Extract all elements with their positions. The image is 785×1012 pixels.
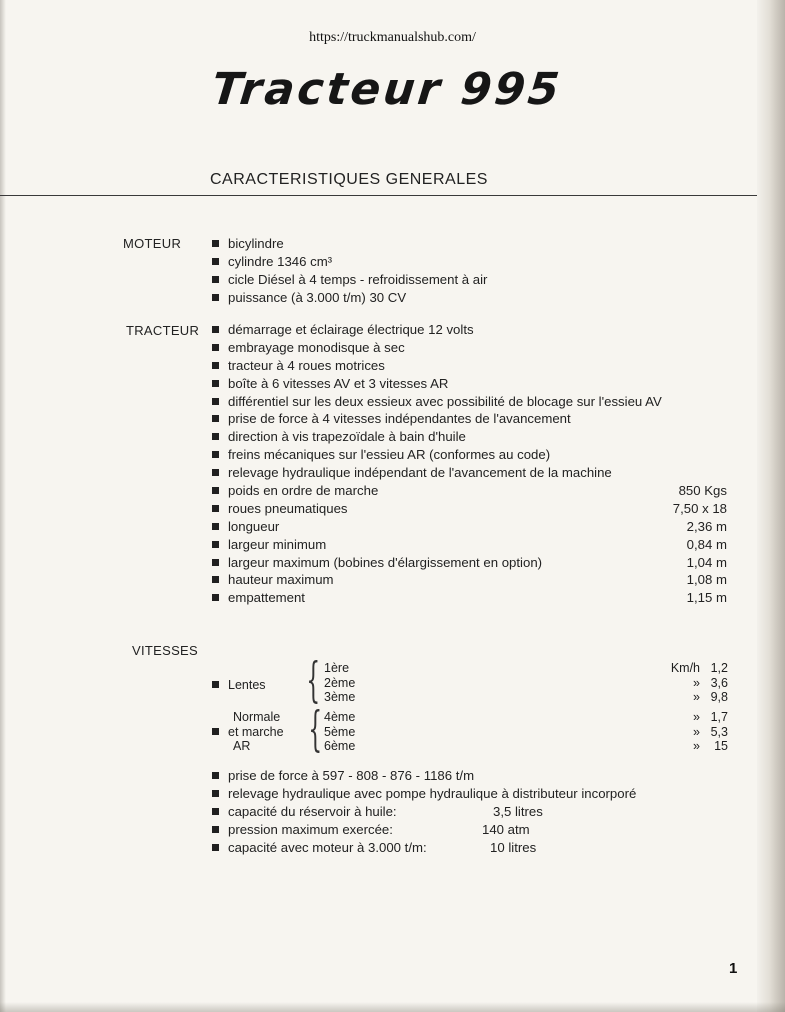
list-item <box>212 289 487 307</box>
item-text: roues pneumatiques <box>228 500 348 516</box>
bullet-icon <box>212 808 219 815</box>
item-text: cylindre 1346 cm³ <box>228 253 333 269</box>
speed-value: 1,2 <box>710 661 728 675</box>
bullet-icon <box>212 469 219 476</box>
bullet-icon <box>212 240 219 247</box>
page-bottom-shadow <box>0 1002 785 1012</box>
source-url: https://truckmanualshub.com/ <box>309 30 476 45</box>
speed-row <box>324 690 728 705</box>
item-text: hauteur maximum <box>228 572 334 588</box>
page-left-shadow <box>0 0 6 1012</box>
speed-unit: » <box>693 710 700 724</box>
speed-unit: » <box>693 690 700 704</box>
item-text: capacité du réservoir à huile: <box>228 803 397 819</box>
item-text: direction à vis trapezoïdale à bain d'huile <box>228 429 466 445</box>
bullet-icon <box>212 451 219 458</box>
list-item <box>212 785 636 803</box>
list-item <box>212 271 487 289</box>
item-value: 1,04 m <box>686 554 727 570</box>
item-value: 7,50 x 18 <box>672 500 727 516</box>
list-item <box>212 767 636 785</box>
bullet-icon <box>212 362 219 369</box>
gear-label: 2ème <box>324 675 356 690</box>
list-item <box>212 446 662 464</box>
bullet-icon <box>212 294 219 301</box>
vitesses-list <box>212 767 636 856</box>
item-text: empattement <box>228 590 305 606</box>
bullet-icon <box>212 398 219 405</box>
item-text: prise de force à 597 - 808 - 876 - 1186 t/m <box>228 768 475 783</box>
moteur-label: MOTEUR <box>123 236 182 251</box>
gear-label: 1ère <box>324 661 350 675</box>
speed-group-normale-line1: Normale <box>233 710 281 724</box>
page-title: Tracteur 995 <box>209 64 565 115</box>
bullet-icon <box>212 415 219 422</box>
gear-label: 5ème <box>324 724 356 739</box>
bullet-icon <box>212 772 219 779</box>
bullet-icon <box>212 344 219 351</box>
item-value: 10 litres <box>490 839 537 855</box>
item-value: 1,08 m <box>686 572 727 588</box>
item-text: différentiel sur les deux essieux avec possibilité de blocage sur l'essieu AV <box>228 393 662 409</box>
speed-row <box>324 739 728 754</box>
vitesses-label: VITESSES <box>132 643 198 658</box>
item-value: 0,84 m <box>686 536 727 552</box>
item-text: prise de force à 4 vitesses indépendantes de l'avancement <box>228 411 571 427</box>
item-text: démarrage et éclairage électrique 12 volts <box>228 322 474 337</box>
item-text: relevage hydraulique avec pompe hydraulique à distributeur incorporé <box>228 785 637 801</box>
list-item <box>212 839 636 857</box>
brace-icon: { <box>308 701 323 757</box>
speed-row <box>324 725 728 740</box>
item-text: boîte à 6 vitesses AV et 3 vitesses AR <box>228 375 449 391</box>
tracteur-label: TRACTEUR <box>126 323 200 338</box>
item-text: poids en ordre de marche <box>228 483 379 499</box>
item-text: largeur minimum <box>228 536 327 552</box>
speed-row <box>324 710 728 725</box>
item-value: 1,15 m <box>686 590 727 606</box>
item-value: 3,5 litres <box>493 803 543 819</box>
page-number: 1 <box>729 960 738 977</box>
bullet-icon <box>212 258 219 265</box>
item-text: tracteur à 4 roues motrices <box>228 357 385 373</box>
list-item <box>212 536 727 554</box>
item-text: largeur maximum (bobines d'élargissement en option) <box>228 554 543 570</box>
bullet-icon <box>212 326 219 333</box>
speed-value: 9,8 <box>710 690 728 704</box>
item-text: freins mécaniques sur l'essieu AR (conformes au code) <box>228 447 551 463</box>
item-text: puissance (à 3.000 t/m) 30 CV <box>228 289 407 305</box>
list-item <box>212 482 727 500</box>
speed-unit: Km/h <box>670 661 700 675</box>
speed-unit: » <box>693 675 700 690</box>
list-item <box>212 571 727 589</box>
list-item <box>212 518 727 536</box>
list-item <box>212 821 636 839</box>
speed-value: 3,6 <box>710 675 728 690</box>
list-item <box>212 375 662 393</box>
item-text: cicle Diésel à 4 temps - refroidissement à air <box>228 271 488 287</box>
moteur-list <box>212 235 487 307</box>
item-text: relevage hydraulique indépendant de l'avancement de la machine <box>228 465 612 481</box>
speed-row <box>324 676 728 691</box>
list-item <box>212 253 487 271</box>
group-name: et marche <box>228 724 284 739</box>
item-text: pression maximum exercée: <box>228 821 393 837</box>
speed-row <box>324 661 728 676</box>
speed-group-lentes <box>212 678 266 693</box>
list-item <box>212 339 662 357</box>
speed-group-normale-line3: AR <box>233 739 251 753</box>
list-item <box>212 464 662 482</box>
list-item <box>212 393 662 411</box>
bullet-icon <box>212 681 219 688</box>
heading-rule <box>0 195 757 196</box>
bullet-icon <box>212 433 219 440</box>
brace-icon: { <box>306 652 321 708</box>
speed-value: 15 <box>714 739 728 753</box>
group-name: Lentes <box>228 678 266 692</box>
speed-unit: » <box>693 739 700 753</box>
gear-label: 6ème <box>324 739 356 753</box>
speed-unit: » <box>693 724 700 739</box>
list-item <box>212 357 662 375</box>
item-value: 2,36 m <box>686 518 727 534</box>
item-value: 850 Kgs <box>678 483 727 499</box>
bullet-icon <box>212 728 219 735</box>
section-heading: CARACTERISTIQUES GENERALES <box>210 171 488 188</box>
item-text: longueur <box>228 518 280 534</box>
page-right-edge <box>757 0 785 1012</box>
bullet-icon <box>212 380 219 387</box>
speed-value: 1,7 <box>710 710 728 724</box>
list-item <box>212 321 662 339</box>
list-item <box>212 428 662 446</box>
list-item <box>212 500 727 518</box>
gear-label: 3ème <box>324 690 356 704</box>
item-value: 140 atm <box>482 821 530 837</box>
speed-table <box>212 652 732 759</box>
item-text: bicylindre <box>228 236 284 251</box>
list-item <box>212 589 727 607</box>
list-item <box>212 803 636 821</box>
list-item <box>212 235 487 253</box>
bullet-icon <box>212 276 219 283</box>
item-text: capacité avec moteur à 3.000 t/m: <box>228 839 427 855</box>
tracteur-list <box>212 321 727 607</box>
bullet-icon <box>212 790 219 797</box>
bullet-icon <box>212 844 219 851</box>
list-item <box>212 554 727 572</box>
item-text: embrayage monodisque à sec <box>228 339 405 355</box>
speed-value: 5,3 <box>710 724 728 739</box>
bullet-icon <box>212 826 219 833</box>
speed-group-normale-line2 <box>212 725 284 740</box>
list-item <box>212 410 662 428</box>
gear-label: 4ème <box>324 710 356 724</box>
